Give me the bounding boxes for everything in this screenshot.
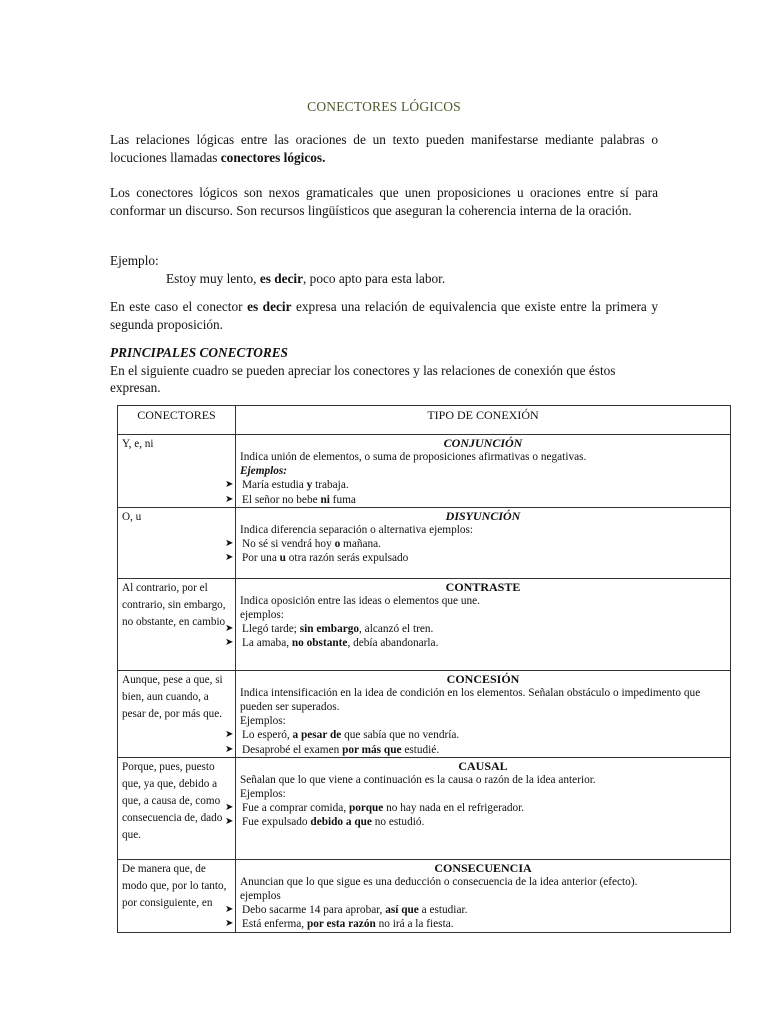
row-connectors: O, u	[118, 507, 236, 578]
row-type-title: CONSECUENCIA	[434, 860, 532, 875]
example-post: estudié.	[401, 743, 440, 756]
connectors-table	[117, 405, 731, 933]
example-item	[225, 815, 726, 829]
row-description: Señalan que lo que viene a continuación es la causa o razón de la idea anterior.	[240, 773, 596, 786]
example-post: otra razón serás expulsado	[285, 552, 409, 565]
arrow-bullet-icon: ➤	[225, 637, 234, 649]
table-row	[118, 670, 731, 757]
example-post: fuma	[329, 493, 356, 506]
example-item	[225, 551, 726, 565]
example-connector: a pesar de	[292, 729, 342, 742]
example-pre: La amaba,	[242, 637, 292, 650]
example-post: que sabía que no vendría.	[341, 729, 460, 742]
arrow-bullet-icon: ➤	[225, 538, 234, 550]
table-row	[118, 435, 731, 508]
page-title: CONECTORES LÓGICOS	[307, 99, 461, 114]
row-type-cell	[225, 757, 731, 859]
example-connector: no obstante	[291, 637, 348, 650]
example-post: trabaja.	[312, 479, 349, 492]
row-examples-label: Ejemplos:	[240, 465, 288, 478]
row-type-title: CONCESIÓN	[446, 671, 520, 686]
arrow-bullet-icon: ➤	[225, 816, 234, 828]
example-bold: es decir	[259, 270, 304, 286]
example-item	[225, 478, 726, 492]
row-description: Indica unión de elementos, o suma de proposiciones afirmativas o negativas.	[240, 451, 587, 463]
example-connector: porque	[348, 802, 384, 815]
example-item	[225, 743, 726, 757]
example-pre: Desaprobé el examen	[242, 743, 343, 756]
intro-paragraph	[110, 131, 658, 166]
section-intro: En el siguiente cuadro se pueden apreciar los conectores y las relaciones de conexión que éstos expresan.	[110, 362, 616, 395]
row-type-title: CONJUNCIÓN	[443, 436, 523, 450]
example-pre: Está enferma,	[242, 918, 307, 931]
example-pre: El señor no bebe	[242, 493, 321, 506]
explanation-bold: es decir	[247, 299, 292, 314]
example-pre: Estoy muy lento,	[166, 270, 260, 286]
header-connectors: CONECTORES	[118, 406, 236, 435]
table-row	[118, 757, 731, 859]
table-row	[118, 859, 731, 932]
intro-bold-term: conectores lógicos.	[220, 149, 326, 165]
arrow-bullet-icon: ➤	[225, 479, 234, 491]
example-item	[225, 801, 726, 815]
table-row	[118, 578, 731, 670]
row-type-cell	[225, 507, 731, 578]
arrow-bullet-icon: ➤	[225, 904, 234, 916]
table-row	[118, 507, 731, 578]
example-post: no hay nada en el refrigerador.	[383, 802, 525, 815]
example-pre: Fue expulsado	[242, 816, 311, 829]
example-post: , alcanzó el tren.	[359, 623, 434, 636]
example-item	[225, 636, 726, 650]
row-examples-label: ejemplos	[240, 890, 281, 903]
row-connectors: Al contrario, por el contrario, sin embargo, no obstante, en cambio	[118, 578, 236, 670]
arrow-bullet-icon: ➤	[225, 623, 234, 635]
table-header-row	[118, 406, 731, 435]
row-description: Indica diferencia separación o alternativa ejemplos:	[240, 523, 474, 536]
explanation-post: expresa una relación de equivalencia que existe entre la primera y segunda proposición.	[110, 299, 659, 332]
row-connectors: Aunque, pese a que, si bien, aun cuando, a pesar de, por más que.	[118, 670, 236, 757]
arrow-bullet-icon: ➤	[225, 802, 234, 814]
example-post: , poco apto para esta labor.	[303, 270, 446, 286]
row-connectors: Porque, pues, puesto que, ya que, debido a que, a causa de, como consecuencia de, dado que.	[118, 757, 236, 859]
row-type-title: CAUSAL	[458, 758, 508, 773]
example-block	[110, 252, 658, 287]
example-connector: u	[279, 552, 286, 565]
row-type-cell	[225, 859, 731, 932]
example-post: no estudió.	[371, 816, 425, 829]
section-heading: PRINCIPALES CONECTORES	[110, 345, 288, 360]
example-pre: Por una	[242, 552, 280, 565]
row-connectors: De manera que, de modo que, por lo tanto, por consiguiente, en	[118, 859, 236, 932]
example-connector: por más que	[342, 743, 402, 756]
example-connector: debido a que	[310, 816, 372, 829]
example-pre: Llegó tarde;	[242, 623, 300, 636]
example-pre: María estudia	[242, 479, 307, 492]
example-connector: así que	[385, 904, 419, 917]
row-type-title: DISYUNCIÓN	[445, 508, 521, 523]
row-connectors: Y, e, ni	[118, 435, 236, 508]
section-block	[110, 344, 658, 397]
example-post: mañana.	[340, 538, 381, 551]
example-item	[225, 903, 726, 917]
row-examples-label: Ejemplos:	[240, 715, 286, 728]
example-item	[225, 917, 726, 931]
example-pre: Debo sacarme 14 para aprobar,	[242, 904, 386, 917]
arrow-bullet-icon: ➤	[225, 743, 234, 755]
row-examples-label: ejemplos:	[240, 609, 284, 622]
example-post: a estudiar.	[418, 904, 468, 917]
example-sentence	[110, 270, 658, 288]
row-description: Anuncian que lo que sigue es una deducción o consecuencia de la idea anterior (efecto).	[240, 875, 638, 888]
example-pre: Lo esperó,	[242, 729, 293, 742]
definition-paragraph: Los conectores lógicos son nexos gramaticales que unen proposiciones u oraciones entre sí para conformar un discurso. Son recursos lingüísticos que aseguran la coherencia interna de la oración.	[110, 185, 658, 218]
row-description: Indica intensificación en la idea de condición en los elementos. Señalan obstáculo o impedimento que pueden ser superados.	[240, 686, 701, 714]
example-pre: No sé si vendrá hoy	[242, 538, 335, 551]
row-type-title: CONTRASTE	[445, 579, 521, 594]
arrow-bullet-icon: ➤	[225, 493, 234, 505]
example-item	[225, 622, 726, 636]
row-type-cell	[225, 670, 731, 757]
example-connector: sin embargo	[299, 623, 360, 636]
example-label: Ejemplo:	[110, 253, 159, 268]
example-connector: por esta razón	[306, 918, 376, 931]
example-item	[225, 728, 726, 742]
row-type-cell	[225, 435, 731, 508]
explanation-pre: En este caso el conector	[110, 299, 248, 314]
row-description: Indica oposición entre las ideas o elementos que une.	[240, 594, 480, 607]
arrow-bullet-icon: ➤	[225, 729, 234, 741]
example-connector: y	[306, 479, 313, 492]
row-type-cell	[225, 578, 731, 670]
header-connection-type: TIPO DE CONEXIÓN	[236, 406, 731, 435]
arrow-bullet-icon: ➤	[225, 918, 234, 930]
example-connector: o	[334, 538, 341, 551]
explanation-paragraph	[110, 298, 658, 333]
example-pre: Fue a comprar comida,	[242, 802, 349, 815]
example-post: no irá a la fiesta.	[375, 918, 454, 931]
intro-text: Las relaciones lógicas entre las oraciones de un texto pueden manifestarse mediante palabras o locuciones llamadas	[110, 132, 658, 165]
example-item	[225, 493, 726, 507]
row-examples-label: Ejemplos:	[240, 788, 286, 801]
example-connector: ni	[320, 493, 330, 506]
example-item	[225, 537, 726, 551]
example-post: , debía abandonarla.	[347, 637, 439, 650]
arrow-bullet-icon: ➤	[225, 552, 234, 564]
